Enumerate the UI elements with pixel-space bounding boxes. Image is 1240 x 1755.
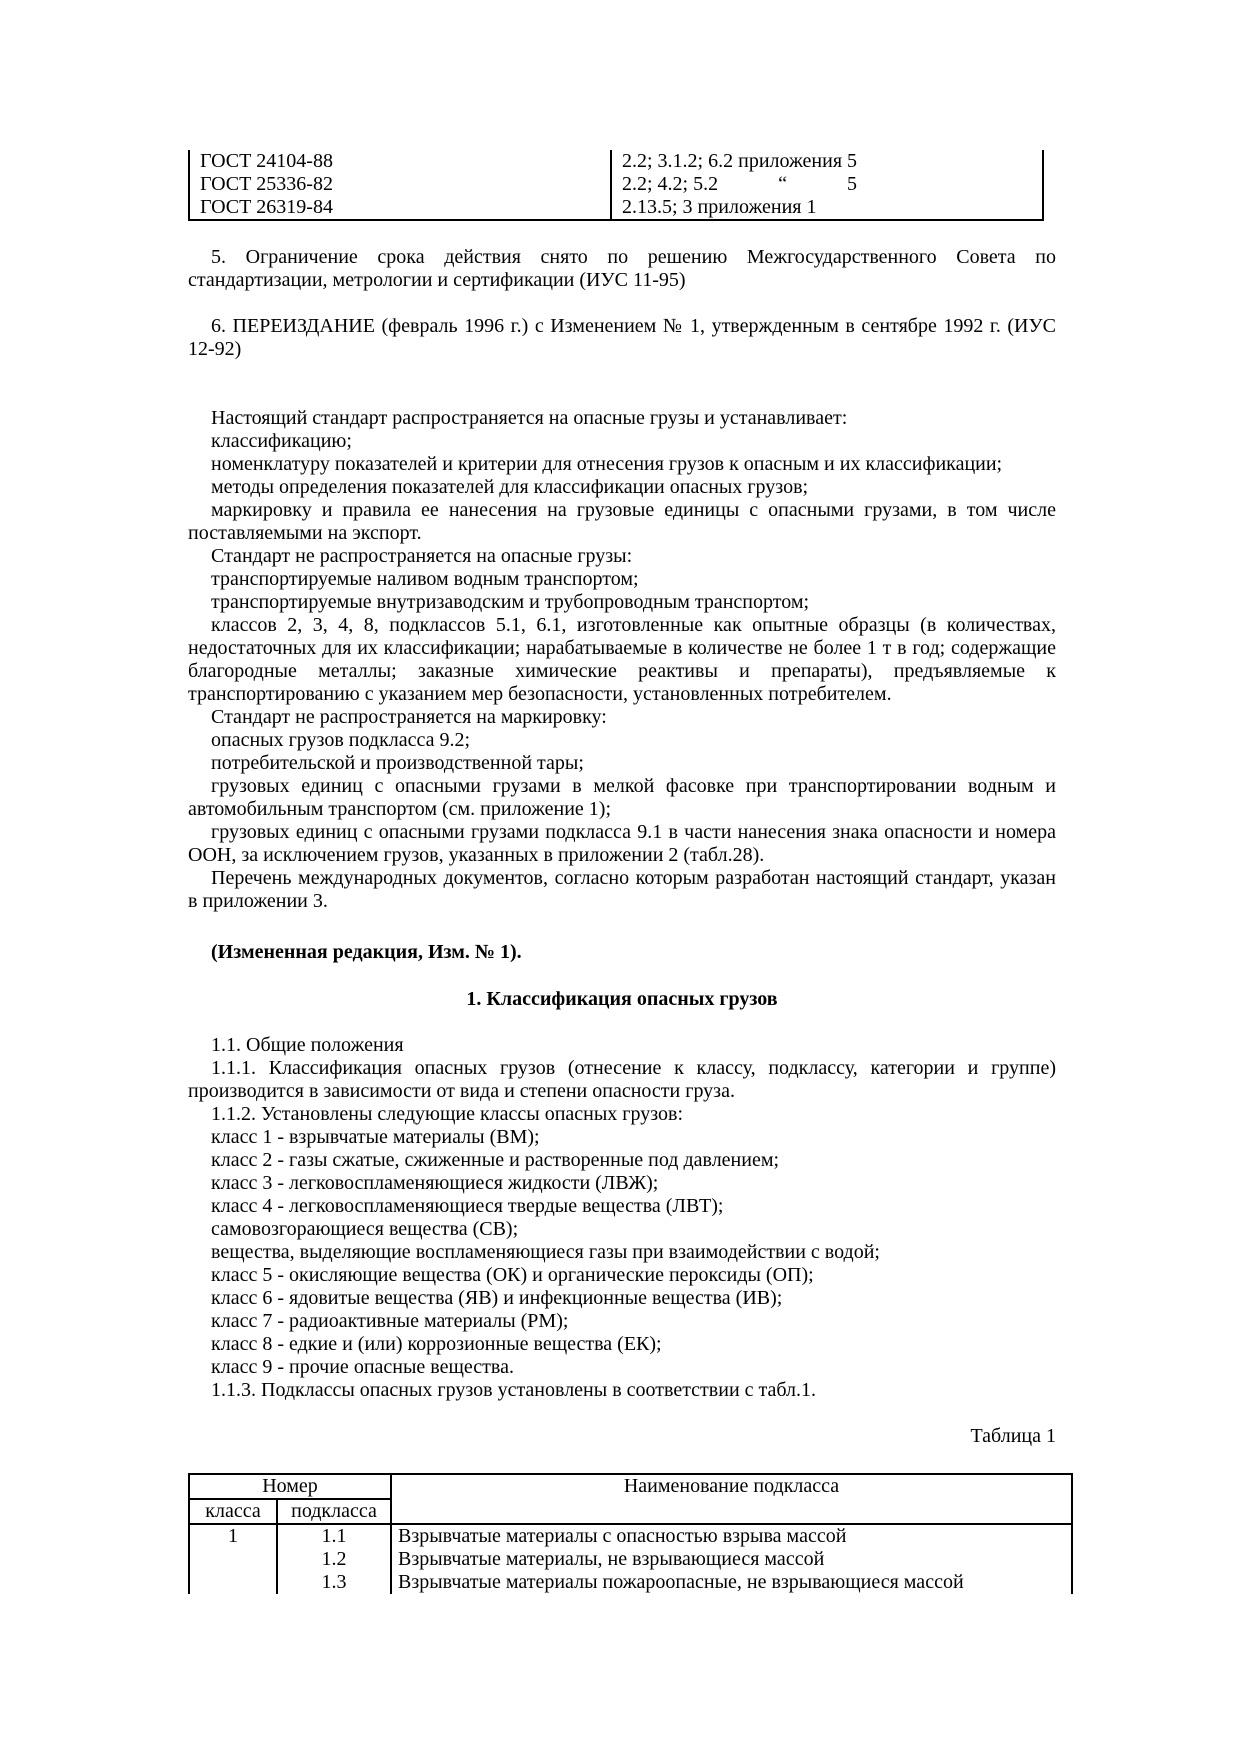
section-line: 1.1.3. Подклассы опасных грузов установлены в соответствии с табл.1. xyxy=(211,1379,817,1401)
scope-line: маркировку и правила ее нанесения на грузовые единицы с опасными грузами, в том числе поставляемыми на экспорт. xyxy=(188,499,1056,544)
reference-table xyxy=(188,150,1044,221)
class-cell xyxy=(189,1548,277,1571)
subclass-cell: 1.3 xyxy=(277,1571,391,1594)
table-row xyxy=(189,196,1043,220)
items-cell: 2.2; 3.1.2; 6.2 приложения 5 xyxy=(611,150,1043,173)
section-line: класс 3 - легковоспламеняющиеся жидкости (ЛВЖ); xyxy=(211,1172,659,1194)
section-line: класс 5 - окисляющие вещества (ОК) и органические пероксиды (ОП); xyxy=(211,1264,814,1286)
subclass-table xyxy=(188,1473,1073,1594)
section-line: класс 1 - взрывчатые материалы (ВМ); xyxy=(211,1126,540,1148)
header-class: класса xyxy=(189,1499,277,1524)
scope-block xyxy=(188,407,1056,913)
scope-line: Настоящий стандарт распространяется на опасные грузы и устанавливает: xyxy=(211,407,848,429)
section-line: 1.1.1. Классификация опасных грузов (отнесение к классу, подклассу, категории и группе) производится в зависимости от вида и степени опасности груза. xyxy=(188,1057,1056,1102)
section-line: класс 2 - газы сжатые, сжиженные и растворенные под давлением; xyxy=(211,1149,780,1171)
section-line: класс 7 - радиоактивные материалы (РМ); xyxy=(211,1310,569,1332)
table-row xyxy=(189,1571,1072,1594)
scope-line: Стандарт не распространяется на опасные грузы: xyxy=(211,545,633,567)
subclass-cell: 1.2 xyxy=(277,1548,391,1571)
subclass-cell: 1.1 xyxy=(277,1524,391,1548)
item-6: 6. ПЕРЕИЗДАНИЕ (февраль 1996 г.) с Изменением № 1, утвержденным в сентябре 1992 г. (ИУС 12-92) xyxy=(188,315,1056,360)
gost-cell: ГОСТ 24104-88 xyxy=(189,150,611,173)
section-body xyxy=(188,1034,1056,1402)
scope-line: грузовых единиц с опасными грузами в мелкой фасовке при транспортировании водным и автомобильным транспортом (см. приложение 1); xyxy=(188,775,1056,820)
scope-line: транспортируемые наливом водным транспортом; xyxy=(211,568,639,590)
section-title: 1. Классификация опасных грузов xyxy=(466,988,778,1010)
scope-line: классификацию; xyxy=(211,430,352,452)
scope-line: Стандарт не распространяется на маркировку: xyxy=(211,706,607,728)
section-line: класс 8 - едкие и (или) коррозионные вещества (ЕК); xyxy=(211,1333,662,1355)
table-row xyxy=(189,1524,1072,1548)
scope-line: классов 2, 3, 4, 8, подклассов 5.1, 6.1, изготовленные как опытные образцы (в количествах, недостаточных для их классификации; нарабатываемые в количестве не более 1 т в год; содержащие благородные металлы; заказные химические реактивы и препараты), предъявляемые к транспортированию с указанием мер безопасности, установленных потребителем. xyxy=(188,614,1056,705)
table-label: Таблица 1 xyxy=(970,1425,1056,1447)
section-line: класс 6 - ядовитые вещества (ЯВ) и инфекционные вещества (ИВ); xyxy=(211,1287,783,1309)
amended-note: (Измененная редакция, Изм. № 1). xyxy=(211,941,522,963)
table-header-row xyxy=(189,1474,1072,1499)
class-cell xyxy=(189,1571,277,1594)
section-line: 1.1. Общие положения xyxy=(211,1034,404,1056)
table-row xyxy=(189,1548,1072,1571)
section-line: 1.1.2. Установлены следующие классы опасных грузов: xyxy=(211,1103,684,1125)
header-number: Номер xyxy=(189,1474,391,1499)
scope-line: грузовых единиц с опасными грузами подкласса 9.1 в части нанесения знака опасности и номера ООН, за исключением грузов, указанных в приложении 2 (табл.28). xyxy=(188,821,1056,866)
scope-line: потребительской и производственной тары; xyxy=(211,752,584,774)
scope-line: номенклатуру показателей и критерии для отнесения грузов к опасным и их классификации; xyxy=(211,453,1003,475)
section-line: класс 9 - прочие опасные вещества. xyxy=(211,1356,514,1378)
scope-line: Перечень международных документов, согласно которым разработан настоящий стандарт, указан в приложении 3. xyxy=(188,867,1056,912)
table-row xyxy=(189,173,1043,196)
name-cell: Взрывчатые материалы с опасностью взрыва массой xyxy=(391,1524,1072,1548)
class-cell: 1 xyxy=(189,1524,277,1548)
scope-line: опасных грузов подкласса 9.2; xyxy=(211,729,471,751)
section-line: класс 4 - легковоспламеняющиеся твердые вещества (ЛВТ); xyxy=(211,1195,724,1217)
items-text: 2.2; 4.2; 5.2 “ 5 xyxy=(622,173,857,195)
name-cell: Взрывчатые материалы пожароопасные, не взрывающиеся массой xyxy=(391,1571,1072,1594)
item-5: 5. Ограничение срока действия снято по решению Межгосударственного Совета по стандартизации, метрологии и сертификации (ИУС 11-95) xyxy=(188,246,1056,291)
scope-line: транспортируемые внутризаводским и трубопроводным транспортом; xyxy=(211,591,810,613)
gost-cell: ГОСТ 26319-84 xyxy=(189,196,611,220)
table-row xyxy=(189,150,1043,173)
items-cell xyxy=(611,173,1043,196)
gost-cell: ГОСТ 25336-82 xyxy=(189,173,611,196)
name-cell: Взрывчатые материалы, не взрывающиеся массой xyxy=(391,1548,1072,1571)
items-cell: 2.13.5; 3 приложения 1 xyxy=(611,196,1043,220)
section-line: вещества, выделяющие воспламеняющиеся газы при взаимодействии с водой; xyxy=(211,1241,880,1263)
header-subclass: подкласса xyxy=(277,1499,391,1524)
header-name: Наименование подкласса xyxy=(391,1474,1072,1524)
section-line: самовозгорающиеся вещества (СВ); xyxy=(211,1218,519,1240)
scope-line: методы определения показателей для классификации опасных грузов; xyxy=(211,476,809,498)
